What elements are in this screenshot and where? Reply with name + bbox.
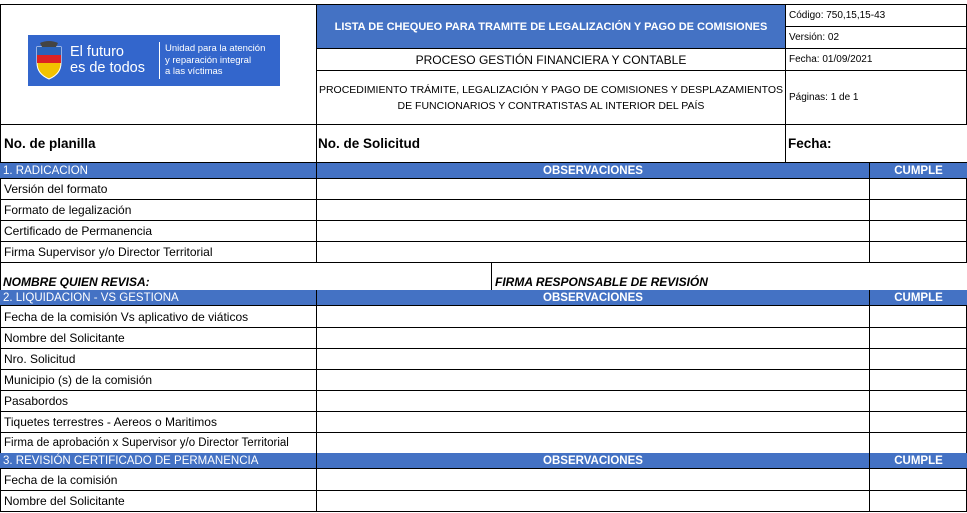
- section-3-observaciones-header: OBSERVACIONES: [316, 453, 869, 469]
- doc-date: Fecha: 01/09/2021: [785, 48, 967, 71]
- form-title: LISTA DE CHEQUEO PARA TRAMITE DE LEGALIZACIÓN Y PAGO DE COMISIONES: [316, 4, 786, 49]
- checklist-item: Pasabordos: [0, 390, 317, 412]
- checklist-item: Fecha de la comisión Vs aplicativo de viáticos: [0, 306, 317, 328]
- observation-field[interactable]: [316, 369, 870, 391]
- cumple-field[interactable]: [869, 221, 967, 242]
- checklist-item: Municipio (s) de la comisión: [0, 369, 317, 391]
- process-name: PROCESO GESTIÓN FINANCIERA Y CONTABLE: [316, 48, 786, 71]
- cumple-field[interactable]: [869, 411, 967, 433]
- gov-logo: [28, 35, 280, 86]
- cumple-field[interactable]: [869, 327, 967, 349]
- checklist-item: Formato de legalización: [0, 200, 317, 221]
- checklist-item: Certificado de Permanencia: [0, 221, 317, 242]
- coat-of-arms-icon: [34, 41, 64, 80]
- cumple-field[interactable]: [869, 432, 967, 454]
- observation-field[interactable]: [316, 221, 870, 242]
- firma-revision-label: FIRMA RESPONSABLE DE REVISIÓN: [495, 275, 708, 289]
- section-3-cumple-header: CUMPLE: [869, 453, 967, 469]
- section-1-cumple-header: CUMPLE: [869, 163, 967, 179]
- cumple-field[interactable]: [869, 242, 967, 263]
- cumple-field[interactable]: [869, 348, 967, 370]
- cumple-field[interactable]: [869, 390, 967, 412]
- doc-version: Versión: 02: [785, 26, 967, 49]
- review-divider: [491, 262, 492, 290]
- section-2-observaciones-header: OBSERVACIONES: [316, 290, 869, 306]
- cumple-field[interactable]: [869, 369, 967, 391]
- doc-code: Código: 750,15,15-43: [785, 4, 967, 27]
- fecha-label: Fecha:: [785, 124, 967, 163]
- cumple-field[interactable]: [869, 469, 967, 491]
- checklist-item: Nombre del Solicitante: [0, 327, 317, 349]
- observation-field[interactable]: [316, 390, 870, 412]
- checklist-item: Tiquetes terrestres - Aereos o Maritimos: [0, 411, 317, 433]
- logo-main-text: El futuro es de todos: [70, 44, 145, 76]
- observation-field[interactable]: [316, 432, 870, 454]
- checklist-item: Fecha de la comisión: [0, 469, 317, 491]
- section-1-title: 1. RADICACION: [0, 163, 316, 179]
- observation-field[interactable]: [316, 179, 870, 200]
- checklist-item: Versión del formato: [0, 179, 317, 200]
- doc-pages: Páginas: 1 de 1: [785, 70, 967, 125]
- checklist-item: Firma Supervisor y/o Director Territorial: [0, 242, 317, 263]
- observation-field[interactable]: [316, 327, 870, 349]
- cumple-field[interactable]: [869, 490, 967, 512]
- section-3-title: 3. REVISIÓN CERTIFICADO DE PERMANENCIA: [0, 453, 316, 469]
- observation-field[interactable]: [316, 348, 870, 370]
- cumple-field[interactable]: [869, 200, 967, 221]
- section-2-title: 2. LIQUIDACION - VS GESTIONA: [0, 290, 316, 306]
- checklist-item: Firma de aprobación x Supervisor y/o Director Territorial: [0, 432, 317, 454]
- observation-field[interactable]: [316, 200, 870, 221]
- logo-sub-text: Unidad para la atención y reparación integral a las víctimas: [165, 43, 266, 77]
- cumple-field[interactable]: [869, 306, 967, 328]
- section-1-observaciones-header: OBSERVACIONES: [316, 163, 869, 179]
- observation-field[interactable]: [316, 469, 870, 491]
- observation-field[interactable]: [316, 411, 870, 433]
- checklist-item: Nro. Solicitud: [0, 348, 317, 370]
- cumple-field[interactable]: [869, 179, 967, 200]
- solicitud-label: No. de Solicitud: [316, 124, 786, 163]
- checklist-item: Nombre del Solicitante: [0, 490, 317, 512]
- section-2-cumple-header: CUMPLE: [869, 290, 967, 306]
- observation-field[interactable]: [316, 306, 870, 328]
- procedure-name: PROCEDIMIENTO TRÁMITE, LEGALIZACIÓN Y PAGO DE COMISIONES Y DESPLAZAMIENTOS DE FUNCIONARIOS Y CONTRATISTAS AL INTERIOR DEL PAÍS: [316, 70, 786, 125]
- planilla-label: No. de planilla: [0, 124, 317, 163]
- nombre-revisa-label: NOMBRE QUIEN REVISA:: [3, 275, 150, 289]
- observation-field[interactable]: [316, 242, 870, 263]
- logo-divider: [159, 42, 160, 79]
- observation-field[interactable]: [316, 490, 870, 512]
